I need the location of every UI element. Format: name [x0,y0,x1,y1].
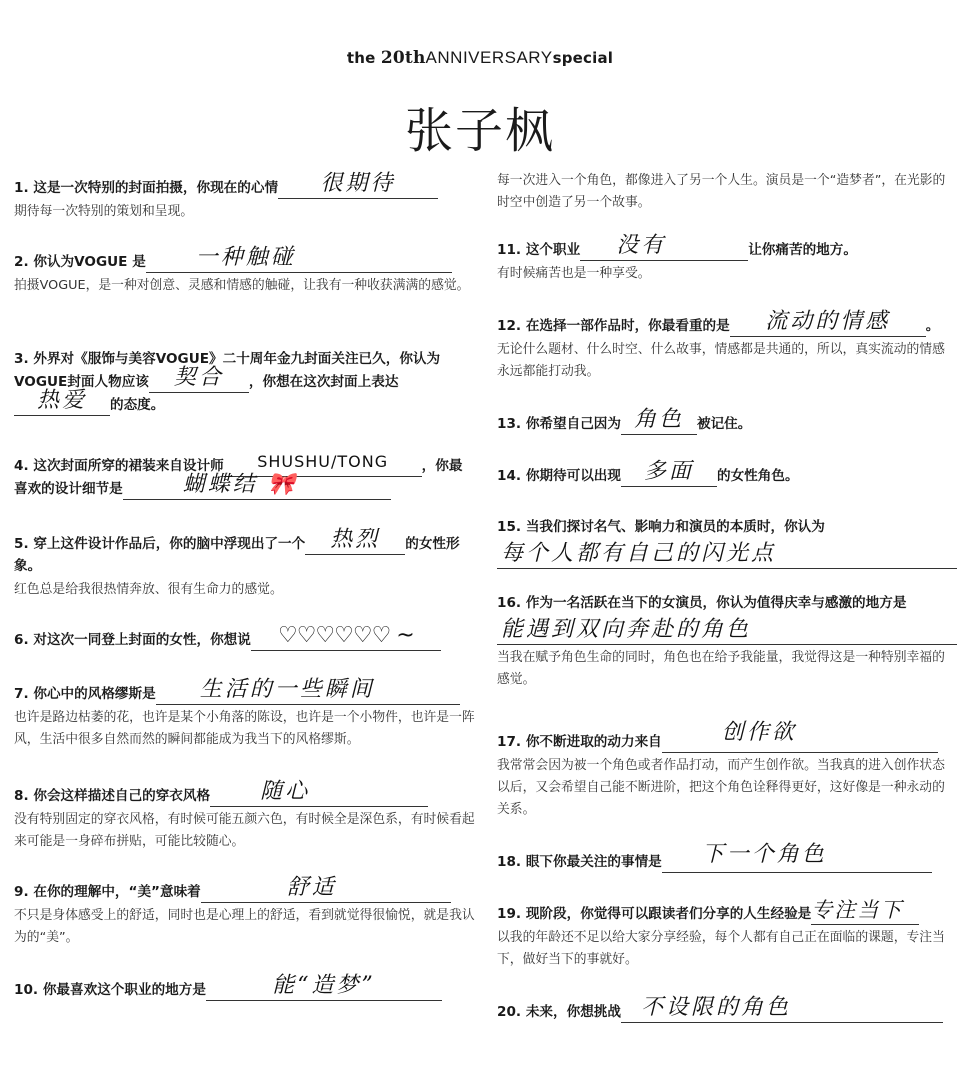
handwritten-answer: 下一个角色 [701,842,827,867]
answer-line [206,973,442,1001]
answer-text: 红色总是给我很热情奔放、很有生命力的感觉。 [14,582,283,597]
question-text: 11. 这个职业 [497,242,581,258]
question-text: 17. 你不断进取的动力来自 [497,734,662,750]
handwritten-answer: 流动的情感 [765,309,891,334]
answer-line [497,614,957,645]
brand-anniversary: ANNIVERSARY [425,48,553,67]
anniversary-brand [347,49,613,67]
magazine-header [0,48,960,68]
question-6 [14,623,476,651]
answer-line [149,365,249,393]
handwritten-answer: 随心 [260,779,311,804]
answer-line [156,677,460,705]
answer-line [278,171,438,199]
answer-text: 没有特别固定的穿衣风格，有时候可能五颜六色，有时候全是深色系，有时候看起来可能是一身碎布拼贴，可能比较随心。 [14,812,475,849]
question-text: 4. 这次封面所穿的裙装来自设计师 [14,458,224,474]
question-text: 让你痛苦的地方。 [748,242,857,258]
answer-line [730,309,926,337]
question-text: 的女性角色。 [716,468,799,484]
answer-text: 无论什么题材、什么时空、什么故事，情感都是共通的，所以，真实流动的情感永远都能打动我。 [497,342,945,379]
answer-line [305,527,405,555]
answer-text: 期待每一次特别的策划和呈现。 [14,204,194,219]
question-5 [14,527,476,601]
handwritten-answer: 没有 [616,233,667,258]
handwritten-answer: 热烈 [330,527,381,552]
question-text: 7. 你心中的风格缪斯是 [14,686,156,702]
handwritten-answer: 蝴蝶结 🎀 [182,472,299,497]
question-20 [497,995,957,1023]
handwritten-answer: 契合 [173,365,224,390]
answer-line [662,842,932,873]
handwritten-answer: 能遇到双向奔赴的角色 [501,617,752,642]
question-text: 18. 眼下你最关注的事情是 [497,854,662,870]
question-1 [14,171,476,223]
question-text: 9. 在你的理解中，“美”意味着 [14,884,201,900]
handwritten-answer: 角色 [633,407,684,432]
page-title: 张子枫 [404,103,555,159]
question-text: 19. 现阶段，你觉得可以跟读者们分享的人生经验是 [497,906,812,922]
question-text: 被记住。 [696,416,752,432]
question-18 [497,842,957,873]
answer-line [497,538,957,569]
question-text: 13. 你希望自己因为 [497,416,621,432]
question-text: 16. 作为一名活跃在当下的女演员，你认为值得庆幸与感激的地方是 [497,595,907,611]
question-17 [497,720,957,821]
question-9 [14,875,476,949]
answer-line [621,995,943,1023]
handwritten-answer: 每个人都有自己的闪光点 [501,541,777,566]
handwritten-answer: 多面 [643,459,694,484]
question-14 [497,459,957,487]
answer-text: 每一次进入一个角色，都像进入了另一个人生。演员是一个“造梦者”，在光影的时空中创造了另一个故事。 [497,173,946,210]
question-19 [497,898,957,971]
handwritten-answer: 生活的一些瞬间 [199,677,375,702]
question-4 [14,454,476,500]
question-12 [497,309,957,383]
answer-line [14,388,110,416]
handwritten-answer: 创作欲 [721,720,797,745]
question-text: 8. 你会这样描述自己的穿衣风格 [14,788,211,804]
answer-line [811,898,919,925]
handwritten-answer: 能“造梦” [272,973,376,998]
question-text: ，你想在这次封面上表达 [248,374,399,390]
handwritten-answer: 专注当下 [811,898,904,922]
answer-10-continued [497,168,957,214]
handwritten-answer: 热爱 [36,388,87,413]
question-text: 6. 对这次一同登上封面的女性，你想说 [14,632,251,648]
question-8 [14,779,476,853]
handwritten-answer: 一种触碰 [195,245,296,270]
handwritten-answer: 很期待 [320,171,396,196]
question-text: 15. 当我们探讨名气、影响力和演员的本质时，你认为 [497,519,825,535]
answer-line [123,472,391,500]
question-text: 3. 外界对《服饰与美容VOGUE》二十周年金九封面关注已久，你认为VOGUE封面人物应该 [14,351,441,390]
question-13 [497,407,957,435]
question-text: 5. 穿上这件设计作品后，你的脑中浮现出了一个 [14,536,306,552]
answer-line [621,459,717,487]
answer-text: 以我的年龄还不足以给大家分享经验，每个人都有自己正在面临的课题，专注当下，做好当下的事就好。 [497,930,945,967]
answer-text: 有时候痛苦也是一种享受。 [497,266,651,281]
answer-line [201,875,451,903]
question-15 [497,516,957,569]
brand-prefix: the [346,49,381,67]
question-text: 1. 这是一次特别的封面拍摄，你现在的心情 [14,180,279,196]
handwritten-answer: ♡♡♡♡♡♡ ~ [277,623,414,648]
handwritten-answer: SHUSHU/TONG [257,452,389,471]
question-text: ，你最喜欢的设计细节是 [14,458,463,497]
question-text: 12. 在选择一部作品时，你最看重的是 [497,318,730,334]
answer-text: 我常常会因为被一个角色或者作品打动，而产生创作欲。当我真的进入创作状态以后，又会希望自己能不断进阶，把这个角色诠释得更好，这好像是一种永动的关系。 [497,758,945,817]
answer-text: 当我在赋予角色生命的同时，角色也在给予我能量，我觉得这是一种特别幸福的感觉。 [497,650,945,687]
question-text: 10. 你最喜欢这个职业的地方是 [14,982,206,998]
answer-text: 拍摄VOGUE，是一种对创意、灵感和情感的触碰，让我有一种收获满满的感觉。 [14,278,470,293]
question-11 [497,233,957,285]
question-3 [14,348,476,416]
question-text: 的态度。 [110,397,165,413]
question-10 [14,973,476,1001]
question-7 [14,677,476,751]
brand-suffix: special [552,49,614,67]
question-text: 。 [925,318,940,334]
handwritten-answer: 舒适 [286,875,337,900]
question-text: 的女性形象。 [14,536,460,574]
question-16 [497,592,957,691]
handwritten-answer: 不设限的角色 [640,995,791,1020]
question-2 [14,245,476,297]
brand-number: 20th [380,48,426,68]
question-text: 20. 未来，你想挑战 [497,1004,621,1020]
answer-line [621,407,697,435]
answer-text: 也许是路边枯萎的花，也许是某个小角落的陈设，也许是一个小物件，也许是一阵风，生活中很多自然而然的瞬间都能成为我当下的风格缪斯。 [14,710,475,747]
answer-line [580,233,748,261]
answer-line [146,245,452,273]
question-text: 2. 你认为VOGUE 是 [14,254,146,270]
answer-line [662,720,938,753]
answer-text: 不只是身体感受上的舒适，同时也是心理上的舒适，看到就觉得很愉悦，就是我认为的“美”。 [14,908,475,945]
answer-line [210,779,428,807]
question-text: 14. 你期待可以出现 [497,468,621,484]
answer-line [251,623,441,651]
